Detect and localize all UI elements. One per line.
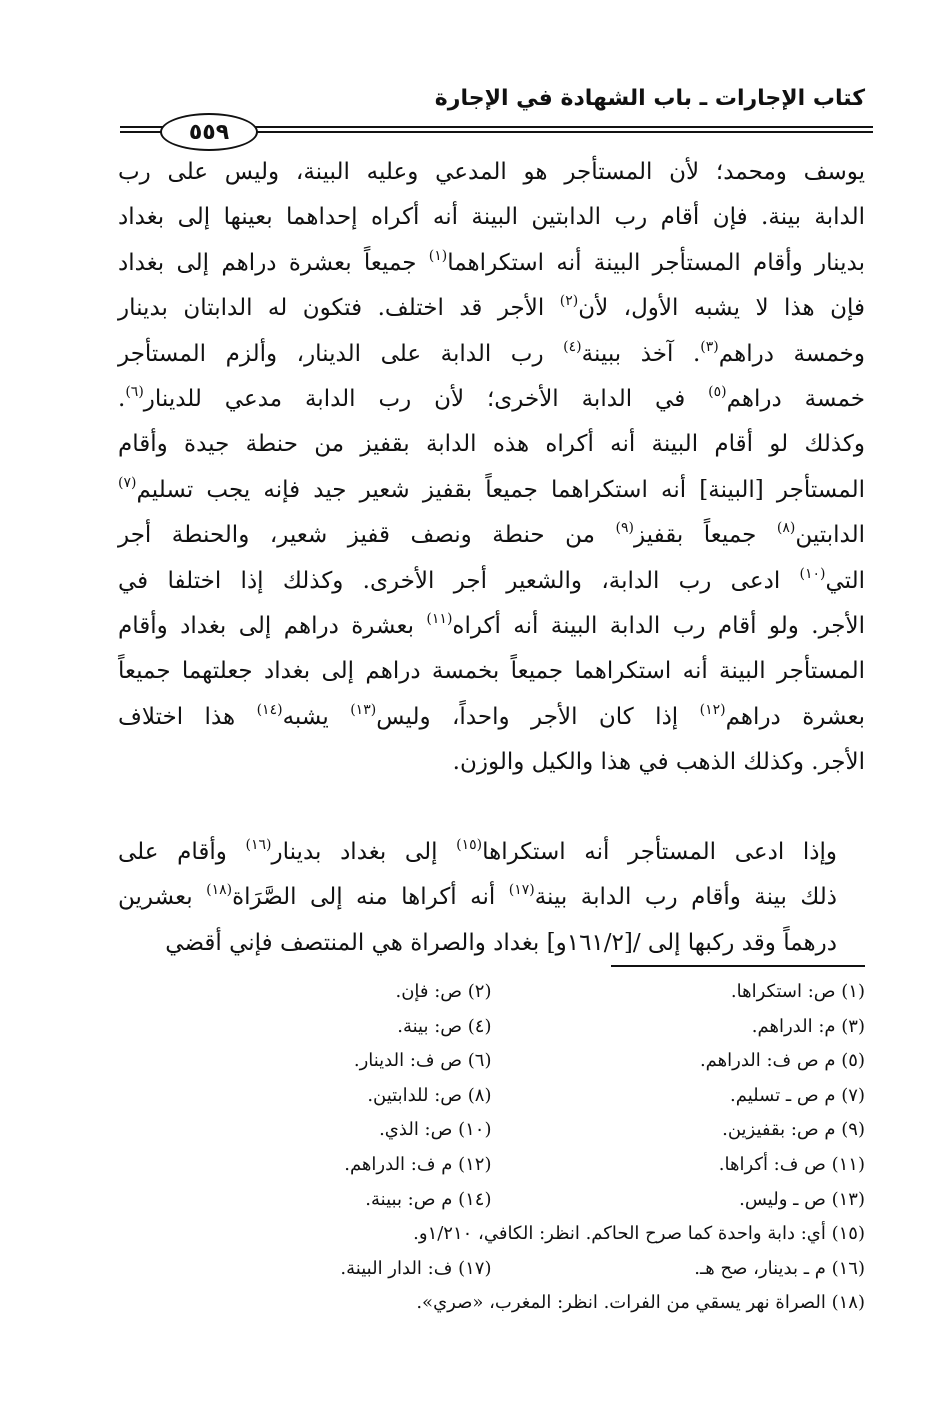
text-line: الدابتين$^{(٨)}$ جميعاً بقفيز$^{(٩)}$ من حنطة ونصف قفيز شعير، والحنطة أجر	[118, 520, 865, 549]
footnote-marker: (١)	[428, 247, 448, 264]
footnote-marker: (١٨)	[206, 882, 233, 899]
footnote-marker: (١٠)	[799, 565, 826, 582]
footnote: (١٠) ص: الذي.	[379, 1119, 492, 1141]
footnote-row	[118, 975, 865, 1010]
footnotes	[118, 975, 865, 1321]
footnote-marker: (٦)	[125, 384, 144, 401]
text-line: الأجر. وكذلك الذهب في هذا والكيل والوزن.	[452, 749, 865, 776]
footnote: (١) ص: استكراها.	[730, 981, 865, 1002]
text-line: خمسة دراهم$^{(٥)}$ في الدابة الأخرى؛ لأن رب الدابة مدعي للدينار$^{(٦)}$.	[118, 384, 865, 413]
footnote-marker: (٩)	[615, 520, 634, 537]
footnote-marker: (١٢)	[699, 701, 726, 718]
footnote: (٧) م ص ـ تسليم.	[730, 1084, 865, 1106]
footnote: (٢) ص: فإن.	[395, 981, 492, 1002]
text-line: بعشرة دراهم$^{(١٢)}$ إذا كان الأجر واحداً، وليس$^{(١٣)}$ يشبه$^{(١٤)}$ هذا اختلاف	[118, 701, 865, 730]
footnote: (٨) ص: للدابتين.	[367, 1084, 492, 1106]
text-line: المستأجر البينة أنه استكراهما جميعاً بخمسة دراهم إلى بغداد جعلتهما جميعاً	[118, 658, 865, 685]
paragraph	[118, 150, 865, 786]
footnote-marker: (١٦)	[245, 836, 272, 853]
text-line: وإذا ادعى المستأجر أنه استكراها$^{(١٥)}$ إلى بغداد بدينار$^{(١٦)}$ وأقام على	[118, 836, 837, 865]
footnote-16: (١٦) م ـ بدينار، صح هـ.	[694, 1257, 865, 1279]
footnote-marker: (٢)	[559, 293, 579, 310]
main-text	[118, 150, 865, 966]
footnote-divider	[611, 965, 865, 967]
text-line: درهماً وقد ركبها إلى /[١٦١/٢و] بغداد والصراة هي المنتصف فإني أقضي	[165, 929, 837, 956]
footnote-pairs	[118, 975, 865, 1217]
text-line: ذلك بينة وأقام رب الدابة بينة$^{(١٧)}$ أنه أكراها منه إلى الصَّرَاة$^{(١٨)}$ بعشرين	[118, 882, 838, 911]
footnote-marker: (١٥)	[456, 836, 483, 853]
text-line: فإن هذا لا يشبه الأول، لأن$^{(٢)}$ الأجر قد اختلف. فتكون له الدابتان بدينار	[118, 293, 865, 322]
footnote: (٣) م: الدراهم.	[751, 1015, 865, 1037]
footnote: (٩) م ص: بقفيزين.	[722, 1119, 865, 1141]
footnote-marker: (١١)	[426, 611, 453, 628]
footnote-row	[118, 1113, 865, 1148]
footnote-15: (١٥) أي: دابة واحدة كما صرح الحاكم. انظر: الكافي، ١/٢١٠و.	[413, 1223, 865, 1245]
running-title: كتاب الإجارات ـ باب الشهادة في الإجارة	[434, 86, 865, 111]
footnote-marker: (٤)	[563, 338, 582, 355]
text-line: المستأجر [البينة] أنه استكراهما جميعاً بقفيز شعير جيد فإنه يجب تسليم$^{(٧)}$	[118, 474, 865, 503]
footnote: (٦) ص ف: الدينار.	[353, 1050, 492, 1072]
footnote: (١١) ص ف: أكراها.	[718, 1153, 865, 1175]
text-line: وخمسة دراهم$^{(٣)}$. آخذ ببينة$^{(٤)}$ رب الدابة على الدينار، وألزم المستأجر	[118, 338, 865, 367]
text-line: بدينار وأقام المستأجر البينة أنه استكراهما$^{(١)}$ جميعاً بعشرة دراهم إلى بغداد	[118, 247, 865, 276]
footnote: (١٣) ص ـ وليس.	[739, 1188, 865, 1210]
footnote-row	[118, 1044, 865, 1079]
footnote-marker: (١٧)	[508, 882, 535, 899]
footnote-row	[118, 1183, 865, 1218]
text-line: التي$^{(١٠)}$ ادعى رب الدابة، والشعير أجر الأخرى. وكذلك إذا اختلفا في	[118, 565, 865, 594]
footnote-18: (١٨) الصراة نهر يسقي من الفرات. انظر: المغرب، «صري».	[416, 1292, 865, 1314]
page-number: ٥٥٩	[160, 113, 258, 151]
footnote-marker: (١٣)	[350, 701, 377, 718]
footnote: (٤) ص: بينة.	[397, 1015, 492, 1037]
footnote: (٥) م ص ف: الدراهم.	[699, 1050, 865, 1072]
footnote-marker: (٨)	[776, 520, 796, 537]
footnote-marker: (٣)	[700, 338, 719, 355]
footnote-row	[118, 1148, 865, 1183]
footnote-row	[118, 1252, 865, 1287]
footnote: (١٤) م ص: ببينة.	[365, 1188, 492, 1210]
text-line: وكذلك لو أقام البينة أنه أكراه هذه الدابة بقفيز من حنطة جيدة وأقام	[118, 431, 865, 458]
footnote-row	[118, 1010, 865, 1045]
paragraph	[118, 830, 865, 966]
footnote-17: (١٧) ف: الدار البينة.	[340, 1257, 492, 1279]
footnote-marker: (٧)	[118, 474, 137, 491]
text-line: يوسف ومحمد؛ لأن المستأجر هو المدعي وعليه البينة، وليس على رب	[118, 159, 865, 185]
footnote-marker: (٥)	[708, 384, 727, 401]
text-line: الدابة بينة. فإن أقام رب الدابتين البينة أنه أكراه إحداهما بعينها إلى بغداد	[118, 204, 865, 231]
footnote: (١٢) م ف: الدراهم.	[344, 1153, 492, 1175]
text-line: الأجر. ولو أقام رب الدابة البينة أنه أكراه$^{(١١)}$ بعشرة دراهم إلى بغداد وأقام	[118, 611, 866, 640]
footnote-marker: (١٤)	[256, 701, 283, 718]
footnote-row	[118, 1079, 865, 1114]
